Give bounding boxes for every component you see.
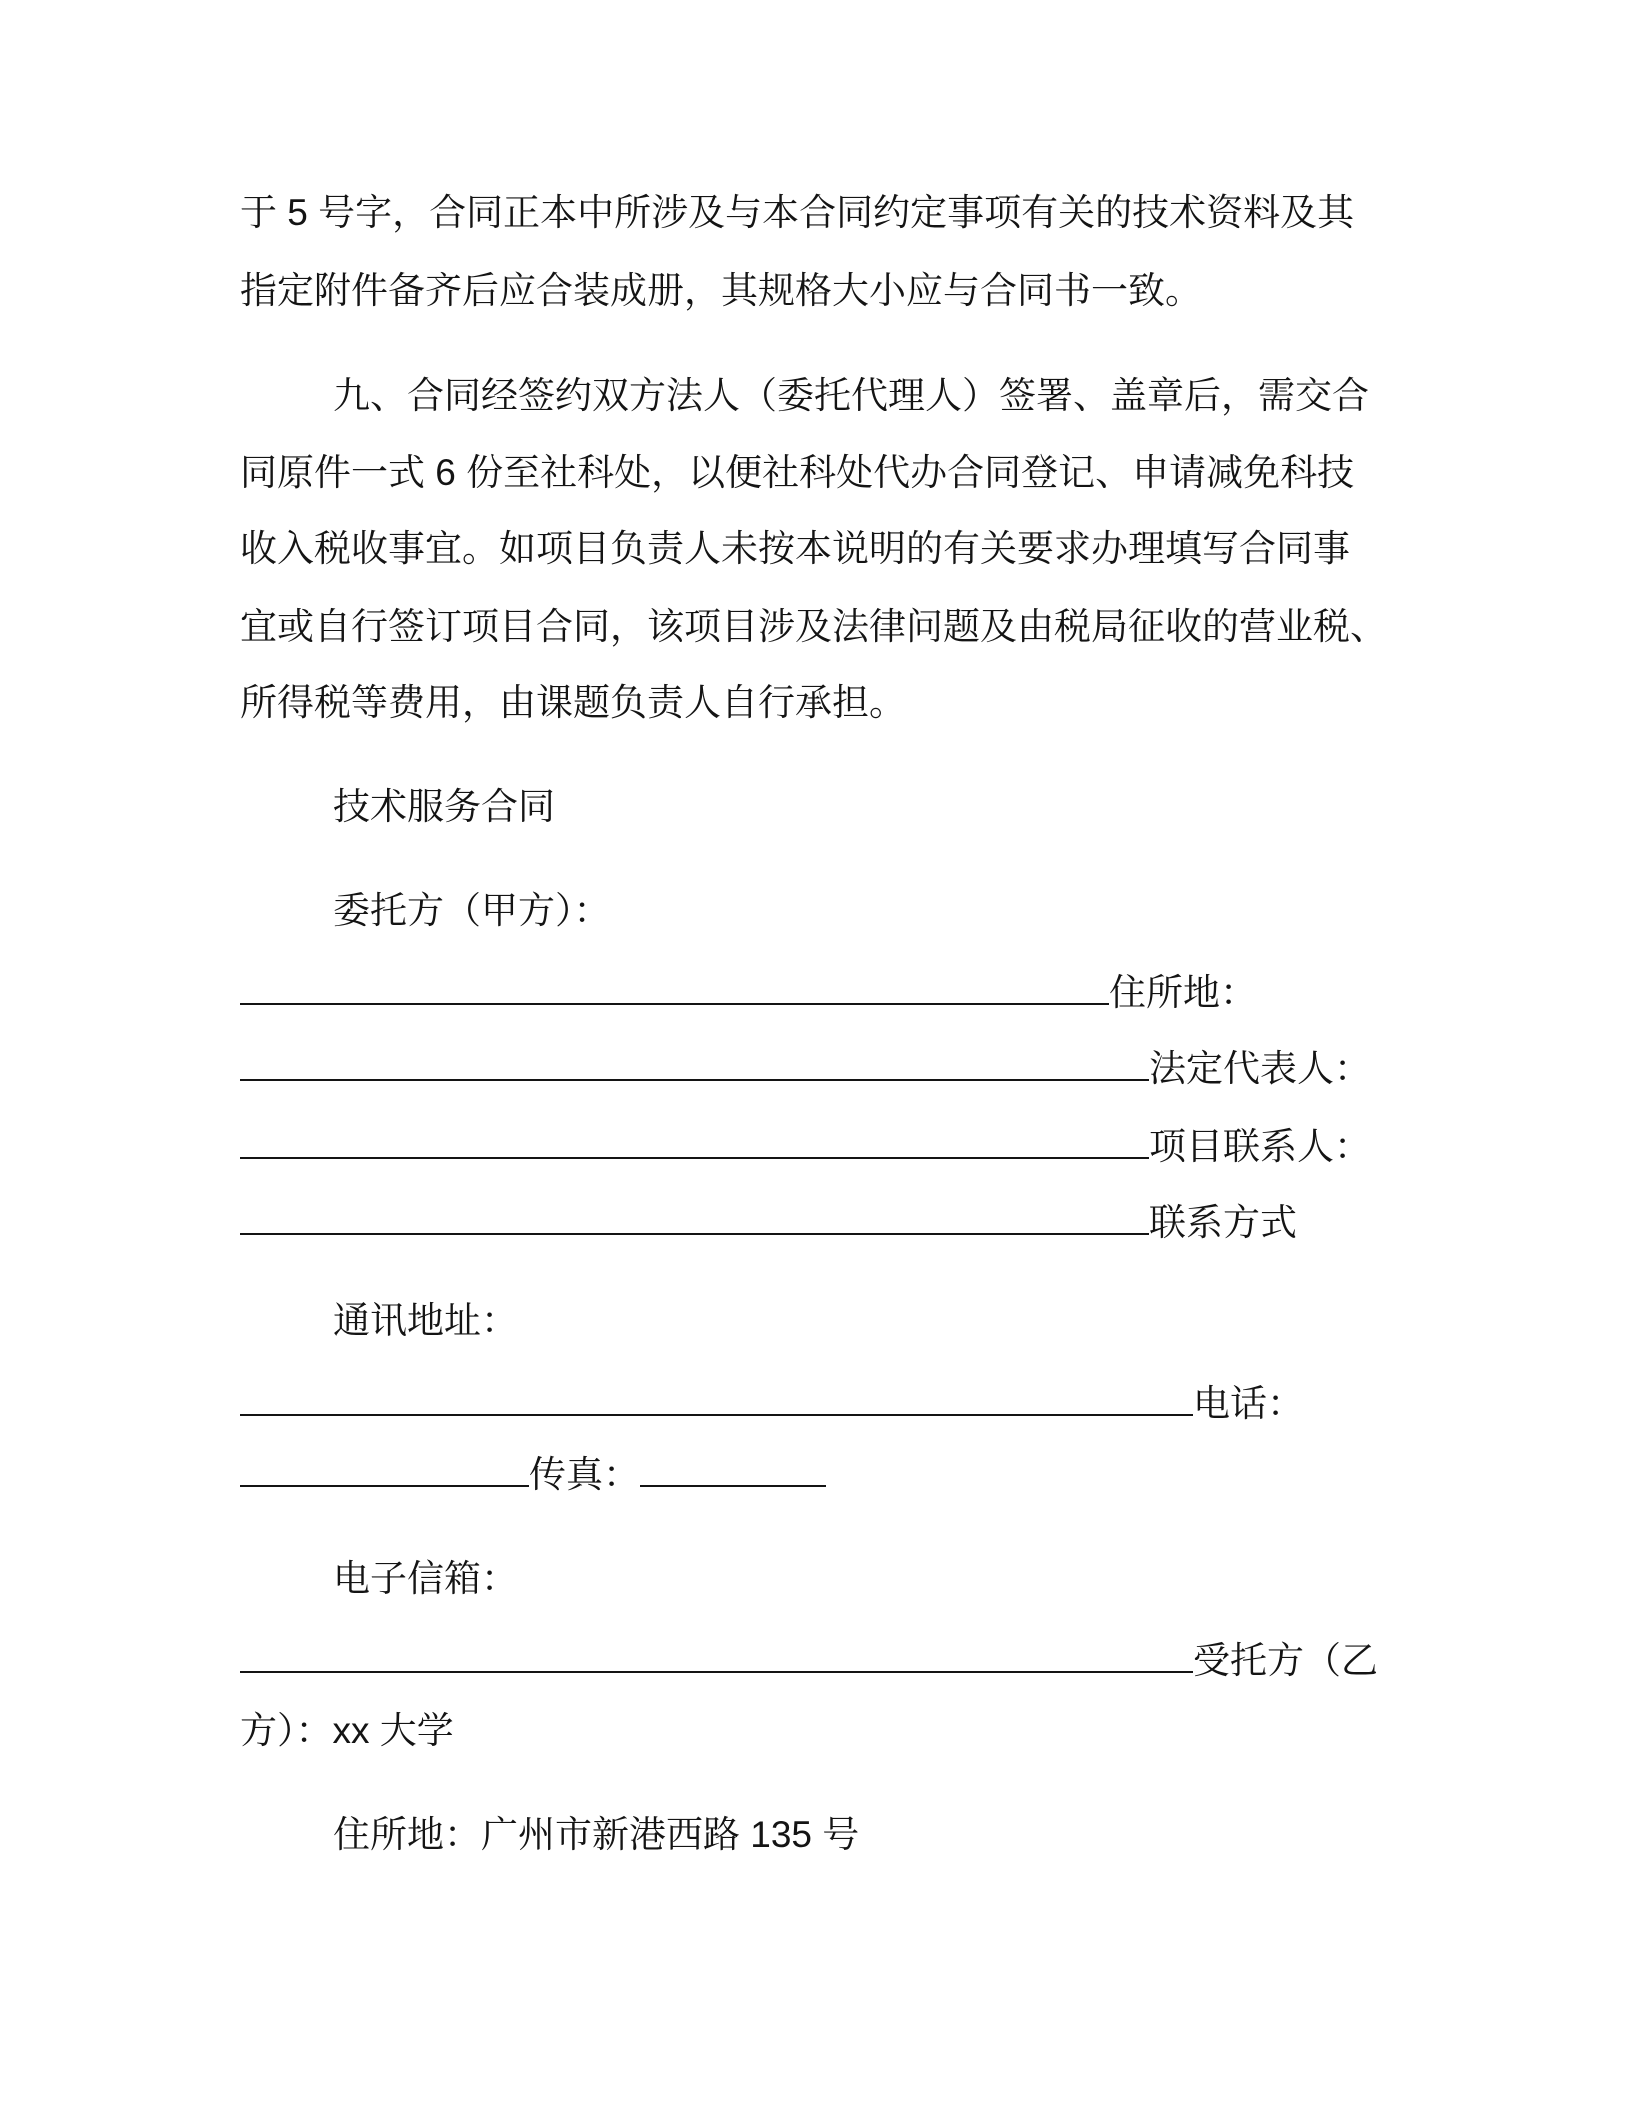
fax-label: 传真： xyxy=(529,1454,640,1495)
blank-line xyxy=(240,1455,529,1487)
blank-line xyxy=(240,1127,1149,1159)
address-row xyxy=(240,971,1257,1015)
email-label: 电子信箱： xyxy=(333,1558,518,1599)
contact-person-label: 项目联系人： xyxy=(1149,1126,1371,1167)
mail-address-label: 通讯地址： xyxy=(333,1300,518,1341)
contract-title: 技术服务合同 xyxy=(333,786,555,827)
paragraph-line: 所得税等费用，由课题负责人自行承担。 xyxy=(240,682,906,723)
party-b-name: 方）：xx 大学 xyxy=(240,1710,454,1751)
address-label: 住所地： xyxy=(1109,972,1257,1013)
contact-method-label: 联系方式 xyxy=(1149,1202,1297,1243)
legal-rep-label: 法定代表人： xyxy=(1149,1048,1371,1089)
blank-line xyxy=(240,973,1109,1005)
party-a-heading: 委托方（甲方）： xyxy=(333,890,611,931)
paragraph-line: 收入税收事宜。如项目负责人未按本说明的有关要求办理填写合同事 xyxy=(240,528,1350,569)
phone-label: 电话： xyxy=(1193,1383,1304,1424)
legal-rep-row xyxy=(240,1047,1371,1091)
contact-method-row xyxy=(240,1201,1297,1245)
fax-row xyxy=(240,1453,826,1497)
party-b-address: 住所地：广州市新港西路 135 号 xyxy=(333,1814,860,1855)
blank-line xyxy=(640,1455,826,1487)
party-b-heading: 受托方（乙 xyxy=(1193,1640,1378,1681)
phone-row xyxy=(240,1382,1304,1426)
paragraph-line: 指定附件备齐后应合装成册，其规格大小应与合同书一致。 xyxy=(240,270,1202,311)
party-b-row xyxy=(240,1639,1378,1683)
blank-line xyxy=(240,1384,1193,1416)
contact-person-row xyxy=(240,1125,1371,1169)
blank-line xyxy=(240,1641,1193,1673)
blank-line xyxy=(240,1049,1149,1081)
paragraph-line: 于 5 号字，合同正本中所涉及与本合同约定事项有关的技术资料及其 xyxy=(240,192,1355,233)
blank-line xyxy=(240,1203,1149,1235)
paragraph-line: 宜或自行签订项目合同，该项目涉及法律问题及由税局征收的营业税、 xyxy=(240,606,1387,647)
paragraph-line: 同原件一式 6 份至社科处，以便社科处代办合同登记、申请减免科技 xyxy=(240,452,1355,493)
paragraph-line: 九、合同经签约双方法人（委托代理人）签署、盖章后，需交合 xyxy=(333,375,1369,416)
